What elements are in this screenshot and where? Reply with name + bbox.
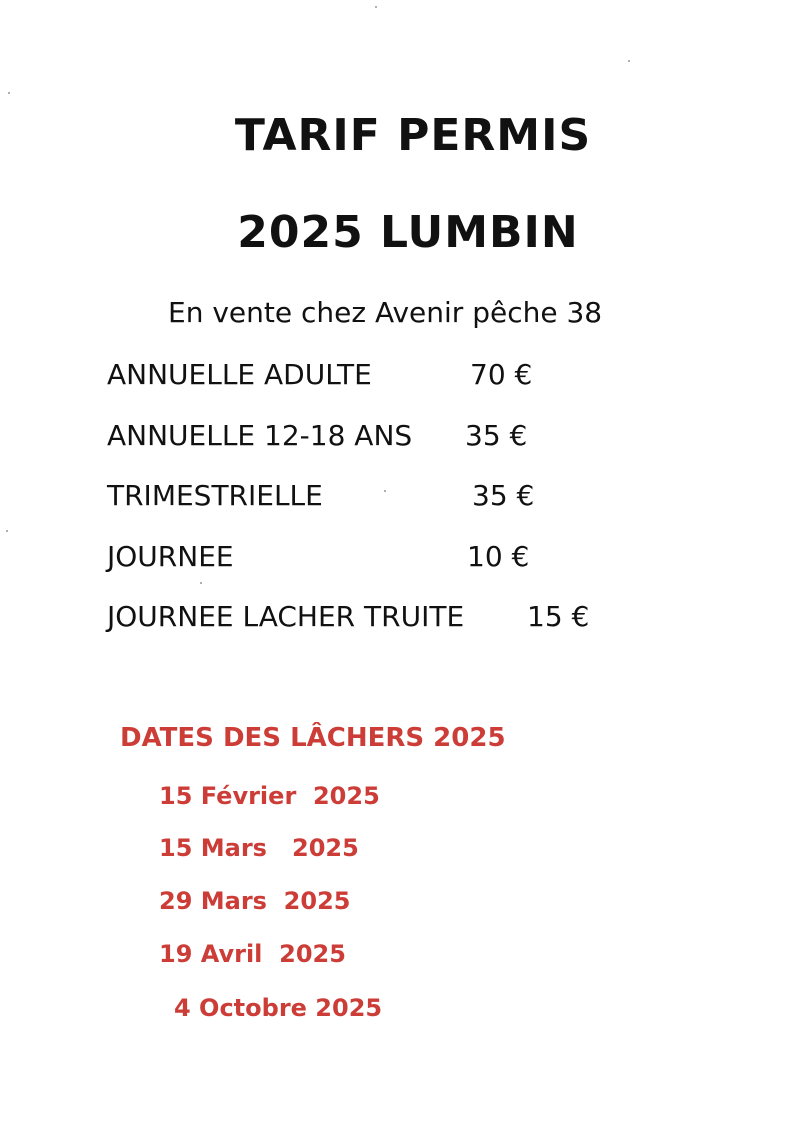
release-date-item: 29 Mars 2025: [159, 887, 351, 915]
scan-speck: [8, 92, 10, 94]
scan-speck: [200, 582, 202, 584]
release-date-item: 15 Mars 2025: [159, 834, 359, 862]
release-date-item: 15 Février 2025: [159, 782, 380, 810]
scan-speck: [628, 60, 630, 62]
price-value: 15 €: [527, 600, 590, 633]
price-value: 35 €: [472, 479, 535, 512]
price-label: ANNUELLE ADULTE: [107, 358, 372, 391]
price-label: JOURNEE: [107, 540, 234, 573]
price-value: 10 €: [467, 540, 530, 573]
scan-speck: [384, 490, 386, 492]
scan-speck: [375, 6, 377, 8]
price-label: ANNUELLE 12-18 ANS: [107, 419, 413, 452]
page-title-line-1: TARIF PERMIS: [234, 110, 592, 161]
sales-location-text: En vente chez Avenir pêche 38: [168, 296, 603, 329]
release-dates-heading: DATES DES LÂCHERS 2025: [120, 723, 506, 753]
scan-speck: [6, 530, 8, 532]
price-label: TRIMESTRIELLE: [107, 479, 323, 512]
release-date-item: 4 Octobre 2025: [174, 994, 383, 1022]
price-value: 35 €: [465, 419, 528, 452]
release-date-item: 19 Avril 2025: [159, 940, 346, 968]
price-label: JOURNEE LACHER TRUITE: [107, 600, 465, 633]
price-value: 70 €: [470, 358, 533, 391]
page-title-line-2: 2025 LUMBIN: [237, 207, 579, 258]
